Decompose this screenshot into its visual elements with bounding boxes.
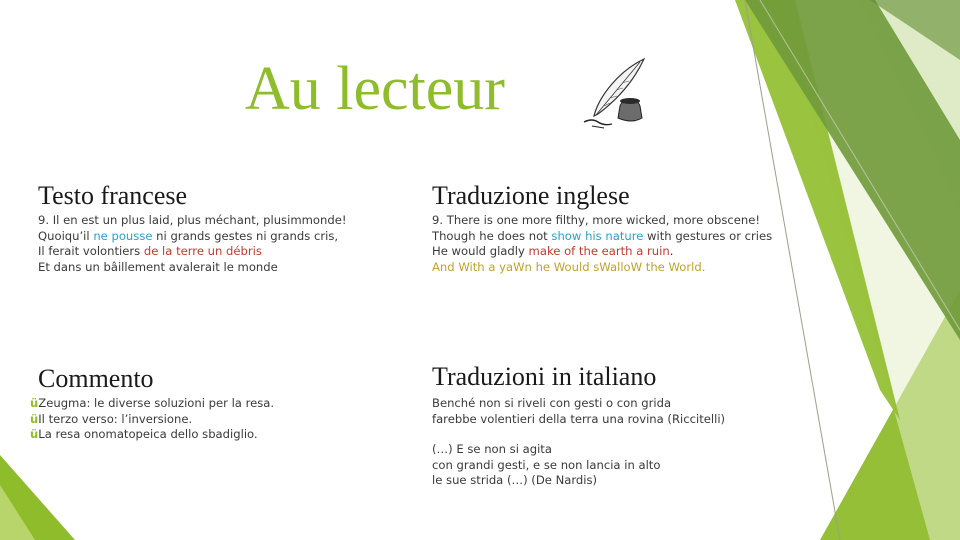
english-segment: make of the earth a ruin [528, 244, 670, 258]
english-line [432, 213, 772, 229]
commento-item-text: Il terzo verso: l’inversione. [38, 411, 193, 426]
italiano-line: con grandi gesti, e se non lancia in alto [432, 457, 661, 472]
english-text [432, 213, 772, 275]
commento-item-text: La resa onomatopeica dello sbadiglio. [38, 427, 258, 441]
english-segment: . [669, 244, 674, 258]
heading-testo-francese: Testo francese [38, 181, 188, 210]
french-line [38, 260, 347, 276]
french-line [38, 244, 347, 260]
slide-title: Au lecteur [245, 55, 505, 123]
commento-list-item [30, 396, 274, 412]
french-segment: de la terre un débris [143, 244, 262, 258]
quill-inkwell-icon [574, 56, 652, 132]
english-line [432, 244, 772, 260]
english-segment: 9. There is one more filthy, more wicked, more obscene! [432, 213, 761, 227]
heading-commento: Commento [38, 364, 154, 393]
english-segment: Though he does not [432, 228, 552, 243]
commento-list [30, 396, 274, 443]
italiano-line: Benché non si riveli con gesti o con grida [432, 396, 672, 410]
french-line [38, 213, 347, 229]
checkmark-icon: ü [30, 396, 39, 410]
english-line [432, 260, 772, 276]
commento-list-item [30, 412, 274, 428]
french-segment: 9. Il en est un plus laid, plus méchant, plusimmonde! [38, 213, 347, 227]
french-segment: Il ferait volontiers [38, 244, 144, 258]
french-segment: ni grands gestes ni grands cris, [152, 228, 339, 243]
english-segment: show his nature [551, 228, 644, 243]
checkmark-icon: ü [30, 411, 39, 426]
heading-traduzioni-italiano: Traduzioni in italiano [432, 362, 657, 391]
french-text [38, 213, 347, 275]
italiano-line: le sue strida (…) (De Nardis) [432, 473, 598, 487]
english-segment: He would gladly [432, 244, 529, 258]
french-segment: Et dans un bâillement avalerait le monde [38, 259, 278, 274]
heading-traduzione-inglese: Traduzione inglese [432, 181, 630, 210]
italiano-line: (…) E se non si agita [432, 442, 552, 456]
italiano-line: farebbe volentieri della terra una rovina (Riccitelli) [432, 411, 726, 426]
commento-item-text: Zeugma: le diverse soluzioni per la resa. [38, 396, 275, 410]
english-segment: with gestures or cries [643, 228, 773, 243]
english-segment: And With a yaWn he Would sWalloW the World. [432, 259, 706, 274]
french-segment: Quoiqu’il [38, 228, 94, 243]
french-segment: ne pousse [93, 228, 153, 243]
english-line [432, 229, 772, 245]
italiano-text [432, 396, 725, 489]
commento-list-item [30, 427, 274, 443]
french-line [38, 229, 347, 245]
italiano-gap [432, 427, 725, 442]
checkmark-icon: ü [30, 427, 39, 441]
